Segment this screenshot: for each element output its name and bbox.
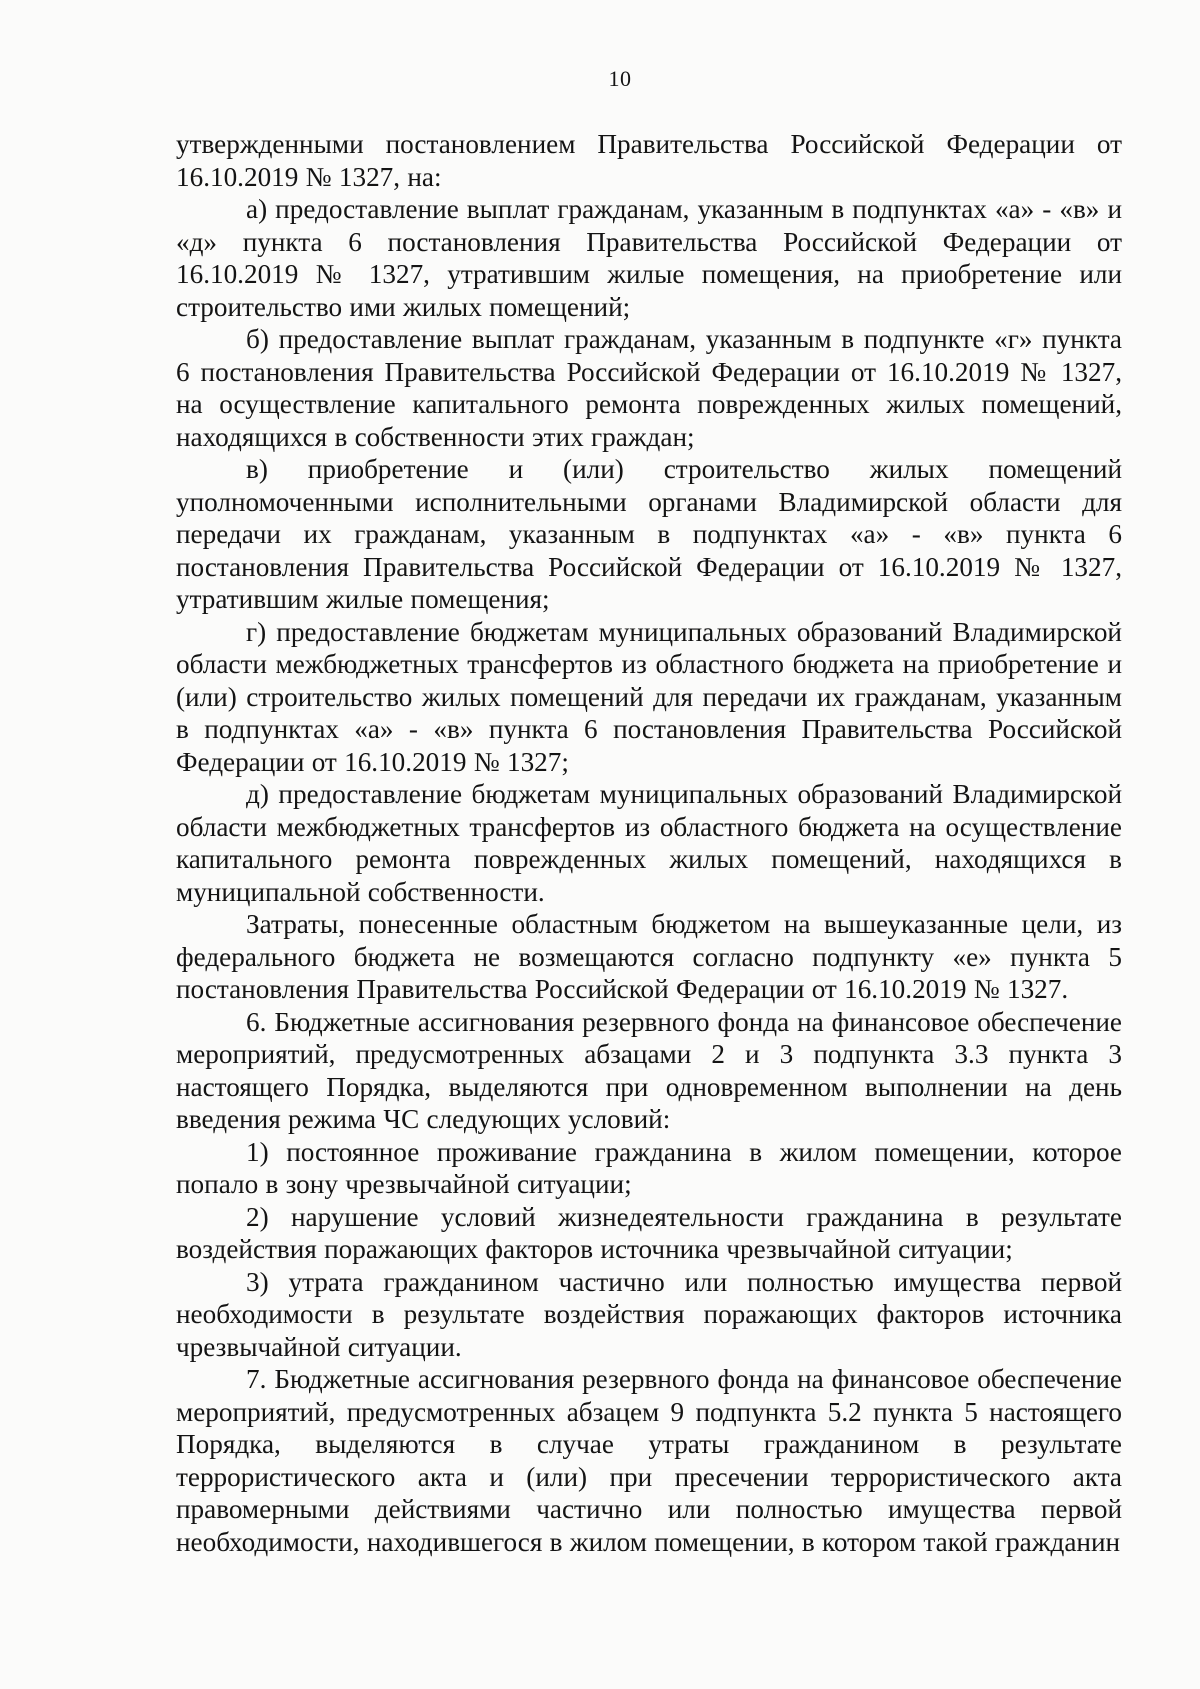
paragraph-item-d: д) предоставление бюджетам муниципальных образований Владимирской области межбюджетных трансфертов из областного бюджета на осуществление капитального ремонта поврежденных жилых помещений, находящихся в муниципальной собственности.: [176, 779, 1122, 907]
paragraph-item-v: в) приобретение и (или) строительство жилых помещений уполномоченными исполнительными органами Владимирской области для передачи их гражданам, указанным в подпунктах «а» - «в» пункта 6 постановления Правительства Российской Федерации от 16.10.2019 № 1327, утратившим жилые помещения;: [176, 454, 1122, 614]
paragraph-condition-1: 1) постоянное проживание гражданина в жилом помещении, которое попало в зону чрезвычайной ситуации;: [176, 1136, 1122, 1199]
page-number: 10: [608, 66, 632, 91]
document-body: [176, 128, 1122, 1558]
paragraph-clause-7: 7. Бюджетные ассигнования резервного фонда на финансовое обеспечение мероприятий, предусмотренных абзацем 9 подпункта 5.2 пункта 5 настоящего Порядка, выделяются в случае утраты гражданином в результате террористического акта и (или) при пресечении террористического акта правомерными действиями частично или полностью имущества первой необходимости, находившегося в жилом помещении, в котором такой гражданин: [176, 1364, 1122, 1557]
paragraph-condition-2: 2) нарушение условий жизнедеятельности гражданина в результате воздействия поражающих факторов источника чрезвычайной ситуации;: [176, 1201, 1122, 1264]
paragraph-intro: утвержденными постановлением Правительства Российской Федерации от 16.10.2019 № 1327, на:: [176, 129, 1122, 192]
paragraph-clause-6: 6. Бюджетные ассигнования резервного фонда на финансовое обеспечение мероприятий, предусмотренных абзацами 2 и 3 подпункта 3.3 пункта 3 настоящего Порядка, выделяются при одновременном выполнении на день введения режима ЧС следующих условий:: [176, 1006, 1122, 1134]
paragraph-costs: Затраты, понесенные областным бюджетом на вышеуказанные цели, из федерального бюджета не возмещаются согласно подпункту «е» пункта 5 постановления Правительства Российской Федерации от 16.10.2019 № 1327.: [176, 909, 1122, 1004]
paragraph-item-b: б) предоставление выплат гражданам, указанным в подпункте «г» пункта 6 постановления Правительства Российской Федерации от 16.10.2019 № 1327, на осуществление капитального ремонта поврежденных жилых помещений, находящихся в собственности этих граждан;: [176, 324, 1122, 452]
paragraph-item-g: г) предоставление бюджетам муниципальных образований Владимирской области межбюджетных трансфертов из областного бюджета на приобретение и (или) строительство жилых помещений для передачи их гражданам, указанным в подпунктах «а» - «в» пункта 6 постановления Правительства Российской Федерации от 16.10.2019 № 1327;: [176, 616, 1122, 777]
paragraph-item-a: а) предоставление выплат гражданам, указанным в подпунктах «а» - «в» и «д» пункта 6 постановления Правительства Российской Федерации от 16.10.2019 № 1327, утратившим жилые помещения, на приобретение или строительство ими жилых помещений;: [176, 194, 1122, 322]
paragraph-condition-3: 3) утрата гражданином частично или полностью имущества первой необходимости в результате воздействия поражающих факторов источника чрезвычайной ситуации.: [176, 1266, 1122, 1362]
